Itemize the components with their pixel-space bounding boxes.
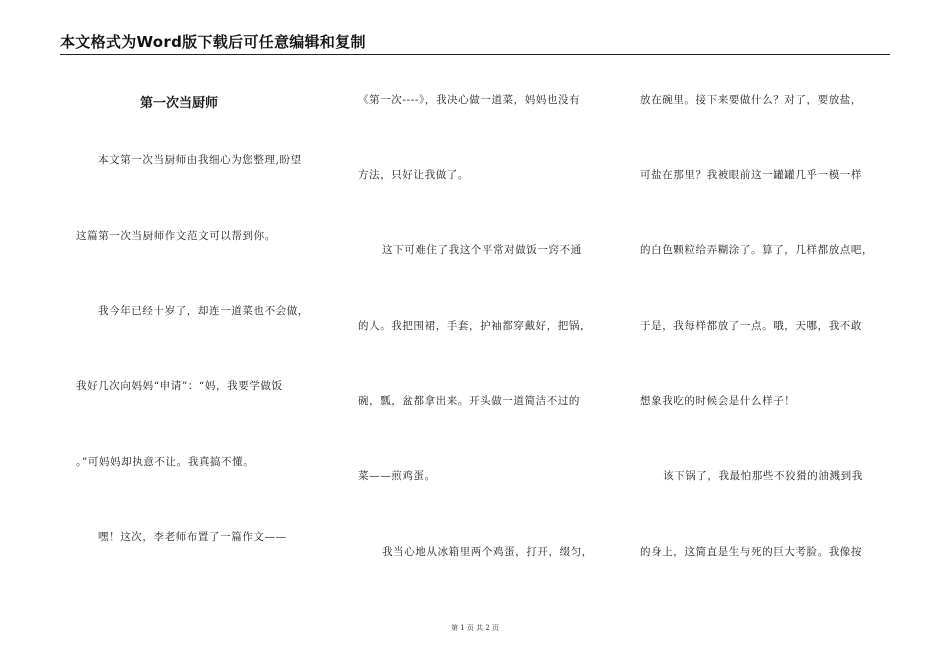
text-line: 碗，瓢，盆都拿出来。开头做一道简洁不过的: [358, 395, 580, 407]
text-line: 的白色颗粒给弄糊涂了。算了，几样都放点吧，: [640, 244, 874, 256]
text-line: 《第一次----》，我决心做一道菜，妈妈也没有: [358, 94, 581, 106]
document-title: 第一次当厨师: [140, 96, 219, 111]
text-line: 我今年已经十岁了，却连一道菜也不会做，: [98, 305, 309, 317]
text-line: 方法，只好让我做了。: [358, 169, 469, 181]
text-line: 本文第一次当厨师由我细心为您整理,盼望: [98, 154, 302, 166]
document-header-banner: 本文格式为Word版下载后可任意编辑和复制: [60, 33, 366, 51]
text-line: 嘿！这次，李老师布置了一篇作文——: [98, 531, 287, 543]
text-line: 该下锅了，我最怕那些不狡猾的油溅到我: [663, 470, 863, 482]
text-line: 菜——煎鸡蛋。: [358, 470, 436, 482]
text-line: 想象我吃的时候会是什么样子！: [640, 395, 796, 407]
text-line: 可盐在那里？我被眼前这一罐罐几乎一模一样: [640, 169, 862, 181]
text-line: 这篇第一次当厨师作文范文可以帮到你。: [76, 230, 276, 242]
text-line: 这下可难住了我这个平常对做饭一窍不通: [382, 244, 582, 256]
text-line: 的身上，这简直是生与死的巨大考脸。我像按: [640, 546, 862, 558]
text-line: 于是，我每样都放了一点。哦，天哪，我不敢: [640, 320, 862, 332]
text-line: 我好几次向妈妈“申请”：“妈，我要学做饭: [76, 380, 283, 392]
page-number-footer: 第 1 页 共 2 页: [450, 624, 500, 632]
text-line: 。”可妈妈却执意不让。我真搞不懂。: [76, 456, 255, 468]
text-line: 我当心地从冰箱里两个鸡蛋，打开，缀匀，: [382, 546, 593, 558]
text-line: 放在碗里。接下来要做什么？对了，要放盐，: [640, 94, 862, 106]
header-divider: [60, 54, 890, 55]
text-line: 的人。我把围裙，手套，护袖都穿戴好，把锅，: [358, 320, 592, 332]
